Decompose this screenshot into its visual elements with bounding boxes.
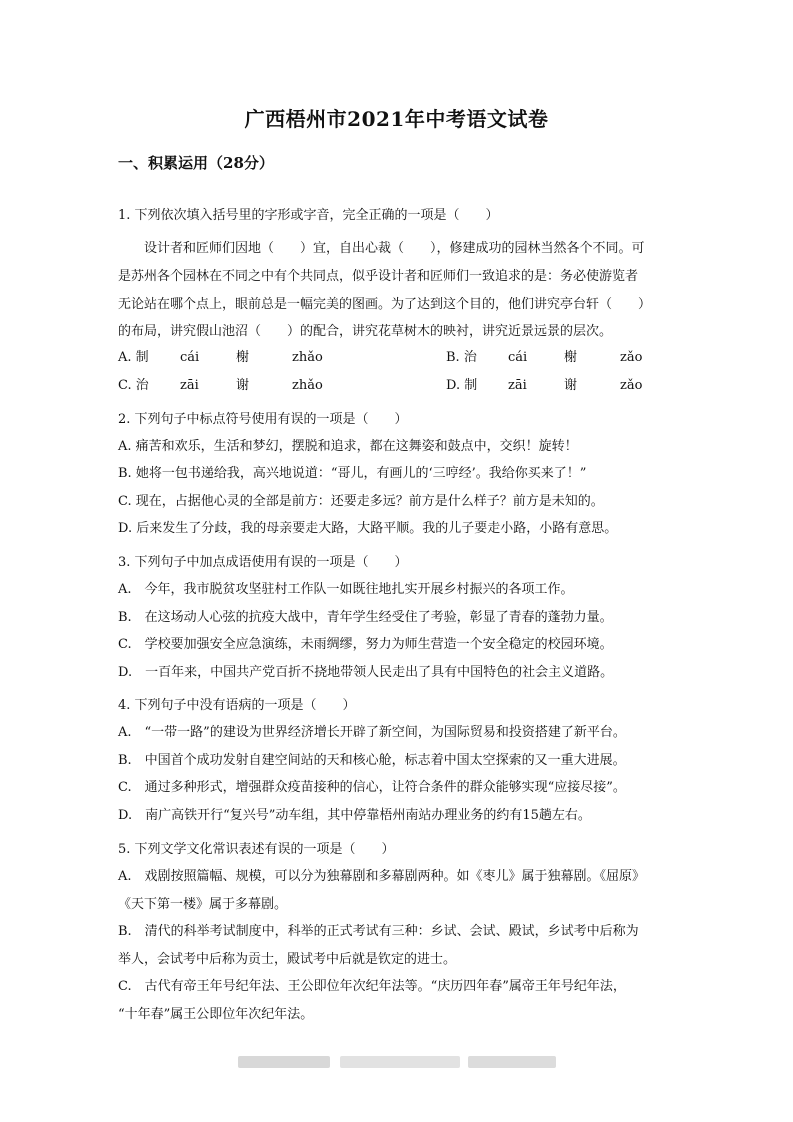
question-1-passage-line: 无论站在哪个点上，眼前总是一幅完美的图画。为了达到这个目的，他们讲究亭台轩（ ） xyxy=(118,297,652,312)
question-4-option-a: A. “一带一路”的建设为世界经济增长开辟了新空间，为国际贸易和投资搭建了新平台。 xyxy=(118,725,626,740)
option-cell: zāi xyxy=(180,378,199,393)
option-cell: 榭 xyxy=(564,350,578,365)
blurred-footer-watermark xyxy=(238,1056,330,1068)
question-3-option-c: C. 学校要加强安全应急演练，未雨绸缪，努力为师生营造一个安全稳定的校园环境。 xyxy=(118,637,613,652)
question-4-option-d: D. 南广高铁开行“复兴号”动车组，其中停靠梧州南站办理业务的约有15趟左右。 xyxy=(118,808,591,823)
question-2-option-d: D. 后来发生了分歧，我的母亲要走大路，大路平顺。我的儿子要走小路，小路有意思。 xyxy=(118,521,618,536)
question-4-stem: 4. 下列句子中没有语病的一项是（ ） xyxy=(118,698,356,713)
option-cell: D. 制 xyxy=(446,378,478,393)
question-1-passage-line: 是苏州各个园林在不同之中有个共同点，似乎设计者和匠师们一致追求的是：务必使游览者 xyxy=(118,269,639,284)
blurred-footer-watermark xyxy=(468,1056,556,1068)
option-cell: 谢 xyxy=(236,378,250,393)
question-5-stem: 5. 下列文学文化常识表述有误的一项是（ ） xyxy=(118,842,395,857)
blurred-footer-watermark xyxy=(340,1056,460,1068)
question-2-option-b: B. 她将一包书递给我，高兴地说道：“哥儿，有画儿的‘三哼经’。我给你买来了！” xyxy=(118,466,587,481)
question-4-option-c: C. 通过多种形式，增强群众疫苗接种的信心，让符合条件的群众能够实现“应接尽接”。 xyxy=(118,780,626,795)
option-cell: C. 治 xyxy=(118,378,149,393)
option-cell: 榭 xyxy=(236,350,250,365)
question-1-option-a xyxy=(118,349,352,367)
question-1-option-b xyxy=(446,349,680,367)
option-cell: zāi xyxy=(508,378,527,393)
question-4-option-b: B. 中国首个成功发射自建空间站的天和核心舱，标志着中国太空探索的又一重大进展。 xyxy=(118,753,626,768)
question-2-stem: 2. 下列句子中标点符号使用有误的一项是（ ） xyxy=(118,412,408,427)
option-cell: cái xyxy=(180,350,200,365)
question-3-option-b: B. 在这场动人心弦的抗疫大战中，青年学生经受住了考验，彰显了青春的蓬勃力量。 xyxy=(118,610,613,625)
option-cell: zǎo xyxy=(620,378,643,393)
option-cell: cái xyxy=(508,350,528,365)
section-heading: 一、积累运用（28分） xyxy=(118,154,274,172)
question-1-stem: 1. 下列依次填入括号里的字形或字音，完全正确的一项是（ ） xyxy=(118,208,499,223)
question-5-line: “十年春”属王公即位年次纪年法。 xyxy=(118,1007,314,1022)
question-3-stem: 3. 下列句子中加点成语使用有误的一项是（ ） xyxy=(118,555,408,570)
question-1-passage-line: 的布局，讲究假山池沼（ ）的配合，讲究花草树木的映衬，讲究近景远景的层次。 xyxy=(118,324,613,339)
question-3-option-d: D. 一百年来，中国共产党百折不挠地带领人民走出了具有中国特色的社会主义道路。 xyxy=(118,665,614,680)
option-cell: B. 治 xyxy=(446,350,477,365)
option-cell: zǎo xyxy=(620,350,643,365)
option-cell: zhǎo xyxy=(292,378,323,393)
option-cell: zhǎo xyxy=(292,350,323,365)
question-5-line: B. 清代的科举考试制度中，科举的正式考试有三种：乡试、会试、殿试，乡试考中后称为 xyxy=(118,924,639,939)
question-5-line: 举人，会试考中后称为贡士，殿试考中后就是钦定的进士。 xyxy=(118,952,457,967)
option-cell: 谢 xyxy=(564,378,578,393)
question-5-line: C. 古代有帝王年号纪年法、王公即位年次纪年法等。“庆历四年春”属帝王年号纪年法， xyxy=(118,979,626,994)
question-5-line: 《天下第一楼》属于多幕剧。 xyxy=(118,897,288,912)
question-1-option-d xyxy=(446,377,680,395)
page-title: 广西梧州市2021年中考语文试卷 xyxy=(244,107,549,131)
question-1-option-c xyxy=(118,377,352,395)
option-cell: A. 制 xyxy=(118,350,149,365)
question-3-option-a: A. 今年，我市脱贫攻坚驻村工作队一如既往地扎实开展乡村振兴的各项工作。 xyxy=(118,582,574,597)
question-5-line: A. 戏剧按照篇幅、规模，可以分为独幕剧和多幕剧两种。如《枣儿》属于独幕剧。《屈原》 xyxy=(118,869,646,884)
question-2-option-a: A. 痛苦和欢乐，生活和梦幻，摆脱和追求，都在这舞姿和鼓点中，交织！旋转！ xyxy=(118,439,578,454)
question-1-passage-line: 设计者和匠师们因地（ ）宜，自出心裁（ ），修建成功的园林当然各个不同。可 xyxy=(118,241,645,256)
question-2-option-c: C. 现在，占据他心灵的全部是前方：还要走多远？前方是什么样子？前方是未知的。 xyxy=(118,494,604,509)
